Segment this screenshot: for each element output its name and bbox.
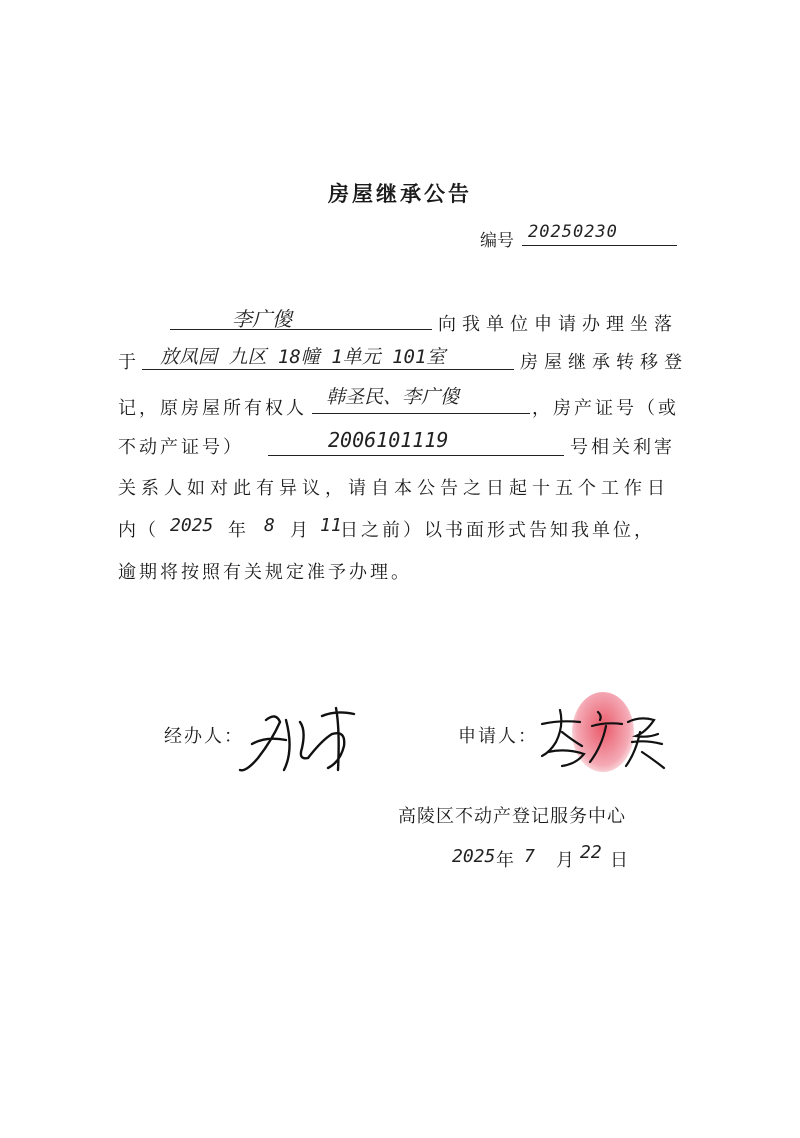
paragraph-line-6-b: 年 [228,520,252,541]
deadline-month: 8 [264,515,275,536]
page-title: 房屋继承公告 [328,182,472,206]
issuing-organization: 高陵区不动产登记服务中心 [398,806,626,827]
owner-underline [312,413,530,414]
serial-label: 编号 [480,231,514,251]
paragraph-line-3: ，房产证号（或 [532,398,679,419]
paragraph-line-4: 号相关利害 [570,437,675,458]
footer-date-year-unit: 年 [496,850,516,871]
deadline-year: 2025 [170,515,214,536]
paragraph-line-2: 房屋继承转移登 [520,352,688,373]
applicant-label: 申请人： [458,726,538,747]
paragraph-line-3-prefix: 记，原房屋所有权人 [118,398,307,419]
applicant-signature-image [536,702,670,774]
address-underline [142,369,514,370]
serial-number: 20250230 [528,222,618,242]
footer-date-month: 7 [524,846,535,867]
paragraph-line-6-d: 日之前）以书面形式告知我单位， [340,520,655,541]
paragraph-line-4-prefix: 不动产证号） [118,437,244,458]
footer-date-day: 22 [580,842,602,863]
paragraph-line-7: 逾期将按照有关规定准予办理。 [118,562,412,583]
footer-date-month-unit: 月 [556,850,576,871]
serial-underline [522,245,677,246]
applicant-underline [170,329,432,330]
certificate-number: 2006101119 [328,428,449,452]
paragraph-line-2-prefix: 于 [118,352,142,373]
original-owners: 韩圣民、李广傻 [326,386,460,408]
property-address: 放凤园 九区 18幢 1单元 101室 [160,346,446,368]
footer-date-year: 2025 [452,846,496,867]
paragraph-line-1: 向我单位申请办理坐落 [438,314,678,335]
paragraph-line-6-a: 内（ [118,520,158,541]
paragraph-line-6-c: 月 [290,520,314,541]
deadline-day: 11 [320,515,342,536]
handler-label: 经办人： [164,726,244,747]
applicant-name: 李广傻 [232,307,292,331]
paragraph-line-5: 关系人如对此有异议，请自本公告之日起十五个工作日 [118,478,670,499]
handler-signature-image [236,700,366,782]
cert-underline [268,455,564,456]
footer-date-day-unit: 日 [610,850,630,871]
